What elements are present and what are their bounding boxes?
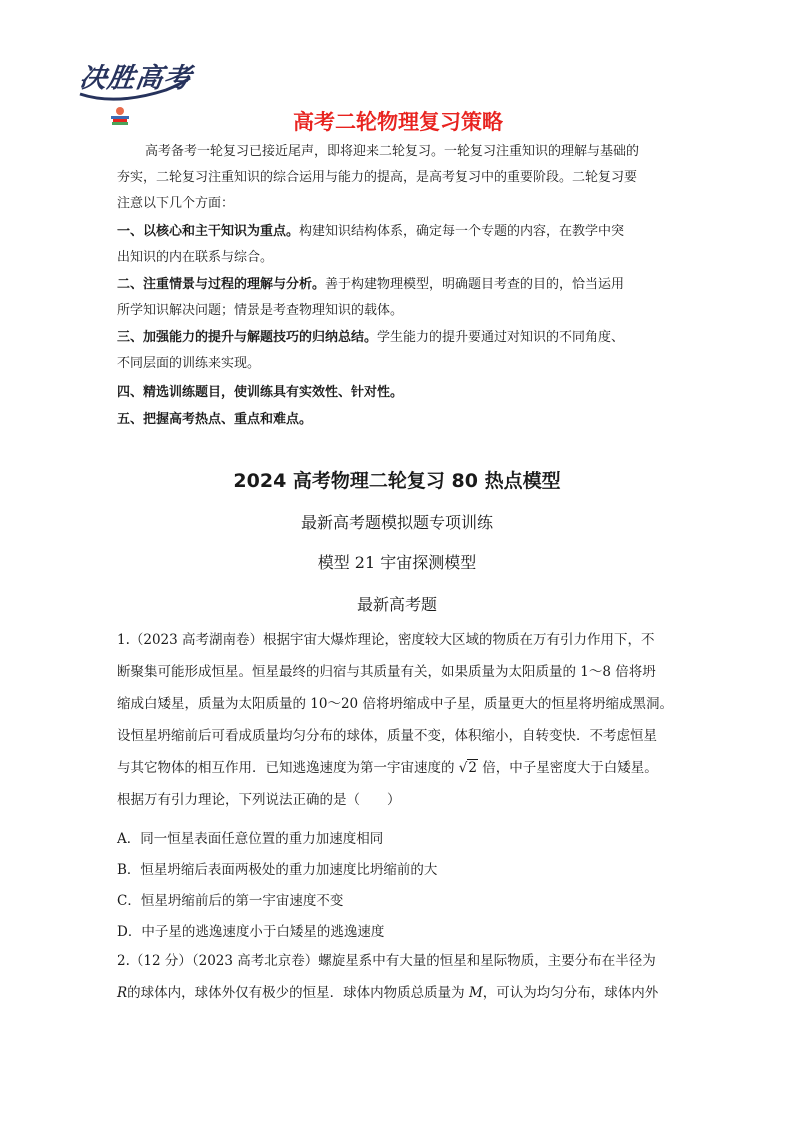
question-line: 与其它物体的相互作用．已知逃逸速度为第一宇宙速度的 √2 倍，中子星密度大于白矮星。 <box>117 760 658 776</box>
sqrt-symbol: √2 <box>458 760 477 776</box>
strategy-point-3: 三、加强能力的提升与解题技巧的归纳总结。学生能力的提升要通过对知识的不同角度、 不同层面的训练来实现。 <box>117 330 625 371</box>
option-a: A．同一恒星表面任意位置的重力加速度相同 <box>117 831 384 847</box>
main-title: 2024 高考物理二轮复习 80 热点模型 <box>233 470 561 492</box>
section-title: 最新高考题 <box>356 595 437 614</box>
intro-line: 注意以下几个方面： <box>117 196 235 211</box>
question-1 <box>117 624 687 816</box>
strategy-point-4: 四、精选训练题目，使训练具有实效性、针对性。 <box>117 385 404 400</box>
strategy-point-5: 五、把握高考热点、重点和难点。 <box>117 412 313 427</box>
strategy-intro <box>117 139 679 217</box>
model-title: 模型 21 宇宙探测模型 <box>317 553 477 572</box>
intro-line: 夯实，二轮复习注重知识的综合运用与能力的提高，是高考复习中的重要阶段。二轮复习要 <box>117 170 638 185</box>
question-2 <box>117 945 687 1009</box>
question-prompt: 根据万有引力理论，下列说法正确的是（ ） <box>117 792 401 808</box>
question-line: 1.（2023 高考湖南卷）根据宇宙大爆炸理论，密度较大区域的物质在万有引力作用下，不 <box>117 632 655 648</box>
question-line: 缩成白矮星，质量为太阳质量的 10～20 倍将坍缩成中子星，质量更大的恒星将坍缩成黑洞。 <box>117 696 673 712</box>
option-d: D．中子星的逃逸速度小于白矮星的逃逸速度 <box>117 924 385 940</box>
question-line: 断聚集可能形成恒星。恒星最终的归宿与其质量有关，如果质量为太阳质量的 1～8 倍将坍 <box>117 664 656 680</box>
option-b: B．恒星坍缩后表面两极处的重力加速度比坍缩前的大 <box>117 862 438 878</box>
intro-line: 高考备考一轮复习已接近尾声，即将迎来二轮复习。一轮复习注重知识的理解与基础的 <box>145 144 640 159</box>
strategy-point-1: 一、以核心和主干知识为重点。构建知识结构体系，确定每一个专题的内容，在教学中突 出知识的内在联系与综合。 <box>117 224 625 265</box>
strategy-point-2: 二、注重情景与过程的理解与分析。善于构建物理模型，明确题目考查的目的，恰当运用 所学知识解决问题；情景是考查物理知识的载体。 <box>117 277 625 318</box>
strategy-title: 高考二轮物理复习策略 <box>293 110 503 134</box>
question-line: 2.（12 分）（2023 高考北京卷）螺旋星系中有大量的恒星和星际物质，主要分布在半径为 <box>117 953 656 969</box>
main-subtitle: 最新高考题模拟题专项训练 <box>300 513 493 532</box>
question-line: R的球体内，球体外仅有极少的恒星．球体内物质总质量为 M，可认为均匀分布，球体内外 <box>117 985 659 1001</box>
logo-text: 决胜高考 <box>77 63 194 94</box>
question-line: 设恒星坍缩前后可看成质量均匀分布的球体，质量不变，体积缩小，自转变快．不考虑恒星 <box>117 728 657 744</box>
option-c: C．恒星坍缩前后的第一宇宙速度不变 <box>117 893 344 909</box>
